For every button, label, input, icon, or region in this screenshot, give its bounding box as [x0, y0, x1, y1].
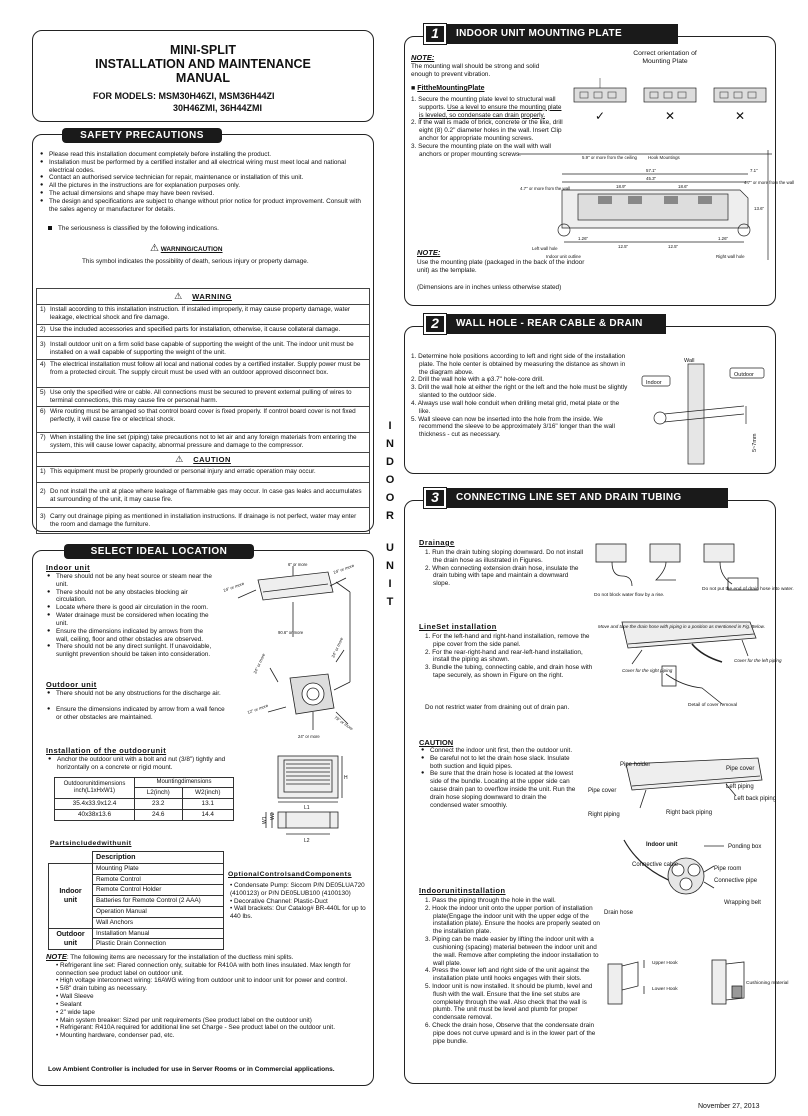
- parts-indoor-label: Indoor unit: [49, 863, 93, 928]
- safety-bullet: ● The actual dimensions and shape may have been revised.: [40, 190, 370, 198]
- models-line-b: 30H46ZMI, 36H44ZMI: [173, 103, 263, 113]
- svg-text:Wrapping belt: Wrapping belt: [724, 900, 761, 906]
- indoor-unit-bullets: [47, 573, 215, 659]
- part-item: Plastic Drain Connection: [93, 939, 224, 950]
- mounting-plate-header: [424, 24, 678, 44]
- dim-label: W1: [262, 816, 268, 824]
- safety-bullets: [40, 151, 370, 214]
- note-intro: NOTE: The following items are necessary for the installation of the ductless mini splits.: [46, 952, 294, 961]
- parts-title: Partsincludedwithunit: [50, 840, 132, 847]
- caution-row: 2) Do not install the unit at place where leakage of flammable gas may occur. In case gas leaks and accumulates at surrounding of the unit, it may cause fire.: [37, 483, 369, 508]
- dim-label: L1: [304, 805, 310, 811]
- svg-text:4.7" or more from the wall: 4.7" or more from the wall: [744, 180, 795, 185]
- warning-row: 1) Install according to this installation instruction. If installed improperly, it may cause property damage, water leakage, electrical shock and fire damage.: [37, 305, 369, 325]
- low-ambient-note: Low Ambient Controller is included for use in Server Rooms or in Commercial applications.: [48, 1066, 335, 1073]
- svg-text:5.9" or more from the ceiling: 5.9" or more from the ceiling: [582, 155, 638, 160]
- line-set-note: Do not restrict water from draining out of drain pan.: [425, 704, 570, 711]
- svg-text:7.1": 7.1": [750, 168, 758, 173]
- outdoor-label: Outdoor: [734, 372, 754, 378]
- caution-list: [421, 747, 577, 810]
- title-box: [32, 30, 374, 122]
- svg-text:Connective cable: Connective cable: [632, 862, 679, 868]
- indoor-install-step: 2. Hook the indoor unit onto the upper portion of installation plate(Engage the indoor unit with the upper edge of the installation plate). Ensure the hooks are properly seated on the installation plate.: [425, 904, 600, 936]
- svg-text:1.26": 1.26": [578, 236, 589, 241]
- clearance-label: 6" or more: [288, 562, 308, 567]
- note-item: • 2" wide tape: [56, 1008, 95, 1016]
- orientation-diagram: [570, 78, 770, 124]
- location-header: SELECT IDEAL LOCATION: [64, 544, 254, 559]
- fig-left-caption: Cover for the left piping: [734, 658, 782, 663]
- section-number: 3: [424, 488, 446, 508]
- part-item: Installation Manual: [93, 928, 224, 939]
- plate-note-label: NOTE:: [411, 53, 435, 62]
- wall-hole-step: 4. Always use wall hole conduit when drilling metal grid, metal plate or the like.: [411, 399, 620, 415]
- fit-step: 3. Secure the mounting plate on the wall with wall anchors or proper mounting screws.: [411, 142, 551, 158]
- arrow-bullet-icon: ■: [411, 85, 418, 92]
- drainage-step: 1. Run the drain tubing sloping downward. Do not install the drain hose as illustrated in Figures.: [425, 549, 584, 564]
- dim-header-l2: L2(inch): [135, 788, 183, 799]
- indoor-unit-vertical-label: I N D O O R U N I T: [385, 420, 395, 608]
- indoor-install-step: 5. Indoor unit is now installed. It should be plumb, level and flush with the wall. Ensure that the line set stubs are completely through the wall. Also check that the wall is plumb. The unit must be level and plumb for proper condensate removal.: [425, 982, 593, 1022]
- note-item: • 5/8" drain tubing as necessary.: [56, 985, 148, 993]
- safety-header: SAFETY PRECAUTIONS: [62, 128, 222, 143]
- hook-diagram: [604, 956, 789, 1014]
- fit-step: 2. If the wall is made of brick, concrete or the like, drill eight (8) 0.2" diameter holes in the wall. Insert Clip anchor for appropriate mounting screws.: [411, 119, 563, 143]
- svg-text:18.6": 18.6": [678, 184, 689, 189]
- correct-orientation-label: Correct orientation of Mounting Plate: [633, 50, 697, 66]
- clearance-label: 24" or more: [330, 636, 345, 659]
- note-item: • Mounting hardware, condenser pad, etc.: [56, 1032, 175, 1040]
- svg-text:Indoor unit outline: Indoor unit outline: [546, 254, 581, 259]
- drainage-diagram: [592, 540, 794, 598]
- wall-label: Wall: [684, 358, 695, 364]
- wall-hole-diagram: [634, 354, 772, 466]
- fit-step: 1. Secure the mounting plate level to structural wall supports. Use a level to ensure the mounting plate is leveled, so condensate can drain properly.: [411, 96, 562, 119]
- part-item: Wall Anchors: [93, 917, 224, 928]
- caution-item: ● Be sure that the drain hose is located at the lowest side of the bundle. Locating at the upper side can cause drain pan to overflow inside the unit. Run the drain hose sloping downward to drain the condensed water smoothly.: [421, 770, 577, 809]
- note-item: • Refrigerant: R410A required for additional line set Charge - See product label on the outdoor unit.: [56, 1024, 335, 1032]
- svg-text:12.5": 12.5": [668, 244, 679, 249]
- warning-row: 7) When installing the line set (piping) take precautions not to let air and any foreign materials from entering the system, this will cause lower capacity, abnormal pressure and damage to the compressor.: [37, 433, 369, 453]
- caution-row: 1) This equipment must be properly grounded or personal injury and erratic operation may occur.: [37, 467, 369, 483]
- note-item: • Refrigerant line set: Flared connection only, suitable for R410A with both lines insulated. Max length for connection see product label on outdoor unit.: [56, 961, 351, 977]
- svg-text:1.26": 1.26": [718, 236, 729, 241]
- safety-bullet: ● All the pictures in the instructions are for explanation purposes only.: [40, 182, 370, 190]
- svg-text:Drain hose: Drain hose: [604, 910, 634, 916]
- models-line-a: FOR MODELS: MSM30H46ZI, MSM36H44ZI: [93, 91, 275, 101]
- clearance-label: 79" or more: [333, 714, 355, 732]
- warning-row: 6) Wire routing must be arranged so that control board cover is fixed properly. If control board cover is not fixed perfectly, it will cause fire or electrical shock.: [37, 407, 369, 433]
- indoor-bullet: ● Locate where there is good air circulation in the room.: [47, 604, 215, 612]
- optional-title: OptionalControlsandComponents: [228, 871, 352, 878]
- svg-text:Indoor unit: Indoor unit: [646, 842, 678, 848]
- title-line3: MANUAL: [175, 71, 231, 85]
- clearance-label: 12" or more: [246, 702, 269, 715]
- warning-label: WARNING: [192, 291, 232, 301]
- plate-note2-text: Use the mounting plate (packaged in the back of the indoor unit) as the template.: [417, 259, 585, 274]
- warning-row: 4) The electrical installation must follow all local and national codes by a certified installer. Supply power must be from a protected circuit. The supply circuit must be used with an outdoor approved disconnect box.: [37, 360, 369, 388]
- plate-note2-label: NOTE:: [417, 248, 441, 257]
- warning-row: 2) Use the included accessories and specified parts for installation, otherwise, it cause collateral damage.: [37, 325, 369, 337]
- cross-mark-icon: ✕: [664, 109, 676, 123]
- caution-item: ● Be careful not to let the drain hose slack. Insulate both suction and liquid pipes.: [421, 755, 577, 771]
- line-set-steps: [425, 633, 597, 680]
- dim-label: W2: [270, 812, 276, 820]
- section-number: 1: [424, 24, 446, 44]
- optional-item: • Decorative Channel: Plastic-Duct: [230, 897, 328, 905]
- indoor-install-step: 3. Piping can be made easier by lifting the indoor unit with a cushioning (spacing) material between the indoor unit and the wall. Remove after completing the indoor installation to wall plate.: [425, 936, 599, 967]
- wall-hole-header: [424, 314, 666, 334]
- wall-hole-step: 2. Drill the wall hole with a φ3.7" hole-core drill.: [411, 376, 544, 384]
- clearance-label: 24" or more: [298, 734, 320, 739]
- dim-label: H: [344, 775, 348, 781]
- svg-text:Ponding box: Ponding box: [728, 844, 762, 850]
- svg-text:Right wall hole: Right wall hole: [716, 254, 745, 259]
- part-item: Remote Control Holder: [93, 885, 224, 896]
- warning-table: [36, 288, 370, 534]
- drainage-step: 2. When connecting extension drain hose, insulate the drain tubing with tape and maintain a downward slope.: [425, 564, 579, 588]
- dim-row: 35.4x33.9x12.4 23.2 13.1: [55, 799, 234, 810]
- dim-label: L2: [304, 838, 310, 844]
- svg-text:12.5": 12.5": [618, 244, 629, 249]
- piping-diagram: [586, 756, 777, 828]
- note-block: [46, 952, 371, 1040]
- indoor-bullet: ● Ensure the dimensions indicated by arrows from the wall, ceiling, floor and other obstacles are observed.: [47, 628, 215, 644]
- parts-outdoor-label: Outdoor unit: [49, 928, 93, 950]
- fig-detail-caption: Detail of cover removal: [688, 703, 738, 708]
- svg-text:Pipe cover: Pipe cover: [726, 766, 755, 772]
- indoor-install-step: 4. Press the lower left and right side of the unit against the installation plate until hooks engages with their slots.: [425, 967, 590, 983]
- part-item: Remote Control: [93, 874, 224, 885]
- note-item: • Wall Sleeve: [56, 993, 94, 1001]
- caution-triangle-icon: ⚠: [175, 454, 184, 465]
- safety-bullet: ● The design and specifications are subject to change without prior notice for product improvement. Consult with the sales agency or manufacturer for details.: [40, 198, 370, 214]
- drain-fig-caption: Do not block water flow by a rise.: [594, 593, 665, 598]
- note-item: • Main system breaker: Sized per unit requirements (See product label on the outdoor unit): [56, 1016, 312, 1024]
- parts-table: [48, 851, 224, 950]
- svg-text:Connective pipe: Connective pipe: [714, 878, 758, 884]
- clearance-label: 24" or more: [332, 562, 355, 575]
- cross-mark-icon: ✕: [734, 109, 746, 123]
- indoor-install-step: 6. Check the drain hose, Observe that the condensate drain pipe does not curve upward and is in the lower part of the pipe bundle.: [425, 1022, 596, 1045]
- line-set-header: [424, 488, 728, 508]
- install-outdoor-bullets: [48, 756, 256, 772]
- optional-item: • Condensate Pump: Siccom P/N DE05LUA720 (4100123) or P/N DE05LUB100 (4100130): [230, 882, 365, 897]
- dim-row: 40x38x13.6 24.6 14.4: [55, 809, 234, 820]
- drainage-steps: [425, 549, 587, 588]
- svg-text:Pipe cover: Pipe cover: [588, 788, 617, 794]
- indoor-bullet: ● Water drainage must be considered when locating the unit.: [47, 612, 215, 628]
- wall-hole-step: 5. Wall sleeve can now be inserted into the hole from the inside. We recommend the sleeve to be approximately 3/16" longer than the wall thickness - cut as necessary.: [411, 415, 615, 439]
- safety-bullet: ● Installation must be performed by a certified installer and all electrical wiring must meet local and national electrical codes.: [40, 159, 370, 175]
- indoor-unit-title: Indoor unit: [46, 563, 91, 572]
- safety-bullet: ● Contact an authorised service technician for repair, maintenance or installation of this unit.: [40, 174, 370, 182]
- install-outdoor-text: ● Anchor the outdoor unit with a bolt and nut (3/8") tightly and horizontally on a concrete or rigid mount.: [48, 756, 256, 772]
- wall-hole-step: 1. Determine hole positions according to left and right side of the installation plate. The hole center is obtained by measuring the distance as shown in the diagram above.: [411, 353, 626, 376]
- hook-label: Lower Hook: [652, 987, 678, 992]
- dim-header-w2: W2(inch): [182, 788, 233, 799]
- check-mark-icon: ✓: [594, 109, 606, 123]
- fig-right-caption: Cover for the right piping: [622, 668, 673, 673]
- caution-row: 3) Carry out drainage piping as mentioned in installation instructions. If drainage is not perfect, water may enter the room and damage the furniture.: [40, 513, 357, 528]
- svg-text:Left back piping: Left back piping: [734, 796, 777, 802]
- outdoor-bullet: ● There should not be any obstructions for the discharge air.: [47, 690, 225, 698]
- optional-item: • Wall brackets: Our Catalog# BR-440L for up to 440 lbs.: [230, 905, 366, 921]
- warning-caution-label: WARNING/CAUTION: [160, 246, 223, 253]
- hook-label: Cushioning material: [746, 981, 789, 986]
- warning-triangle-icon: ⚠: [150, 243, 159, 254]
- caution-item: ● Connect the indoor unit first, then the outdoor unit.: [421, 747, 577, 755]
- part-item: Batteries for Remote Control (2 AAA): [93, 896, 224, 907]
- svg-text:Hook Mountings: Hook Mountings: [648, 155, 680, 160]
- drainage-title: Drainage: [419, 538, 455, 547]
- location-clearance-diagram: [218, 562, 370, 740]
- svg-text:Left piping: Left piping: [726, 784, 754, 790]
- plate-note-text: The mounting wall should be strong and solid enough to prevent vibration.: [411, 63, 540, 78]
- svg-text:13.6": 13.6": [754, 206, 765, 211]
- svg-text:18.9": 18.9": [616, 184, 627, 189]
- section-title: INDOOR UNIT MOUNTING PLATE: [446, 24, 678, 44]
- hook-label: Upper Hook: [652, 961, 678, 966]
- section-title: CONNECTING LINE SET AND DRAIN TUBING: [446, 488, 728, 508]
- warning-caution-legend: [150, 243, 223, 255]
- indoor-install-step: 1. Pass the piping through the hole in the wall.: [425, 897, 556, 904]
- line-set-step: 1. For the left-hand and right-hand installation, remove the pipe cover from the side panel.: [425, 633, 590, 648]
- svg-text:Pipe holder: Pipe holder: [620, 762, 651, 768]
- svg-text:Left wall hole: Left wall hole: [532, 246, 558, 251]
- outdoor-unit-title: Outdoor unit: [46, 680, 97, 689]
- svg-text:45.3": 45.3": [646, 176, 657, 181]
- dim-header-mounting: Mountingdimensions: [135, 778, 234, 788]
- seriousness-text: The seriousness is classified by the following indications.: [58, 225, 219, 232]
- mounting-plate-diagram: [518, 150, 795, 260]
- footer-date: November 27, 2013: [698, 1103, 760, 1110]
- clearance-label: 24" or more: [252, 652, 267, 675]
- outdoor-bullet: ● Ensure the dimensions indicated by arrow from a wall fence or other obstacles are maintained.: [47, 706, 225, 722]
- install-outdoor-title: Installation of the outdoorunit: [46, 746, 167, 755]
- dim-header-outdoor: Outdoorunitdimensions inch(L1xHxW1): [55, 778, 135, 799]
- fig-move-caption: Move and tape the drain hose with piping in a position as mentioned in Fig. Below.: [598, 624, 766, 629]
- indoor-bullet: ● There should not be any heat source or steam near the unit.: [47, 573, 215, 589]
- note-item: • High voltage interconnect wiring: 16AWG wiring from outdoor unit to indoor unit for power and control.: [56, 977, 348, 985]
- part-item: Operation Manual: [93, 907, 224, 918]
- svg-text:57.1": 57.1": [646, 168, 657, 173]
- note-item: • Sealant: [56, 1000, 82, 1008]
- warning-caution-text: This symbol indicates the possibility of death, serious injury or property damage.: [82, 258, 309, 265]
- safety-bullet: ● Please read this installation document completely before installing the product.: [40, 151, 370, 159]
- plate-note2-dim: (Dimensions are in inches unless otherwise stated): [417, 284, 562, 291]
- fit-plate-title: ■ FittheMountingPlate: [411, 85, 485, 92]
- svg-text:4.7" or more from the wall: 4.7" or more from the wall: [520, 186, 571, 191]
- indoor-bullet: ● There should not be any obstacles blocking air circulation.: [47, 589, 215, 605]
- parts-desc-header: Description: [93, 852, 224, 864]
- caution-label: CAUTION: [193, 454, 231, 464]
- line-set-step: 3. Bundle the tubing, connecting cable, and drain hose with tape securely, as shown in Figure on the right.: [425, 664, 593, 680]
- indoor-label: Indoor: [646, 380, 662, 386]
- caution-heading-row: [37, 453, 369, 467]
- bundle-diagram: [604, 836, 774, 918]
- warning-triangle-icon: ⚠: [174, 291, 183, 302]
- indoor-bullet: ● There should not be any direct sunlight. If unavoidable, sunlight prevention should be taken into consideration.: [47, 643, 215, 659]
- line-set-step: 2. For the rear-right-hand and rear-left-hand installation, install the piping as shown.: [425, 648, 583, 664]
- optional-list: [230, 882, 370, 921]
- title-line2: INSTALLATION AND MAINTENANCE: [95, 57, 311, 71]
- dimensions-table: [54, 777, 234, 821]
- section-number: 2: [424, 314, 446, 334]
- clearance-label: 24" or more: [222, 580, 245, 593]
- caution-title: CAUTION: [419, 738, 454, 747]
- section-title: WALL HOLE - REAR CABLE & DRAIN: [446, 314, 666, 334]
- svg-text:Right back piping: Right back piping: [666, 810, 713, 816]
- seriousness-line: [48, 225, 219, 233]
- line-set-title: LineSet installation: [419, 622, 497, 631]
- clearance-label: 90.6" or more: [278, 630, 304, 635]
- indoor-install-steps: [425, 897, 607, 1045]
- svg-text:Right piping: Right piping: [588, 812, 620, 818]
- warning-row: 5) Use only the specified wire or cable. All connections must be secured to prevent external pulling of wires to terminal connections, this may cause fire or personal harm.: [37, 388, 369, 407]
- wall-hole-step: 3. Drill the wall hole at either the right or the left and the hole must be slightly slanted to the outdoor side.: [411, 384, 628, 400]
- warning-row: 3) Install outdoor unit on a firm solid base capable of supporting the weight of the unit. The indoor unit must be installed on a wall capable of supporting the weight of the unit.: [37, 340, 369, 360]
- outdoor-unit-bullets: [47, 690, 225, 721]
- warning-heading-row: [37, 289, 369, 305]
- square-icon: [48, 226, 52, 230]
- slope-label: 5~7mm: [752, 433, 758, 452]
- part-item: Mounting Plate: [93, 863, 224, 874]
- drain-fig-caption: Do not put the end of drain hose into water.: [702, 587, 794, 592]
- title-line1: MINI-SPLIT: [170, 43, 236, 57]
- wall-hole-steps: [411, 353, 629, 439]
- svg-text:Pipe room: Pipe room: [714, 866, 742, 872]
- line-set-diagram: [592, 616, 782, 710]
- outdoor-dimension-diagram: [256, 752, 366, 844]
- indoor-install-title: Indoorunitinstallation: [419, 886, 506, 895]
